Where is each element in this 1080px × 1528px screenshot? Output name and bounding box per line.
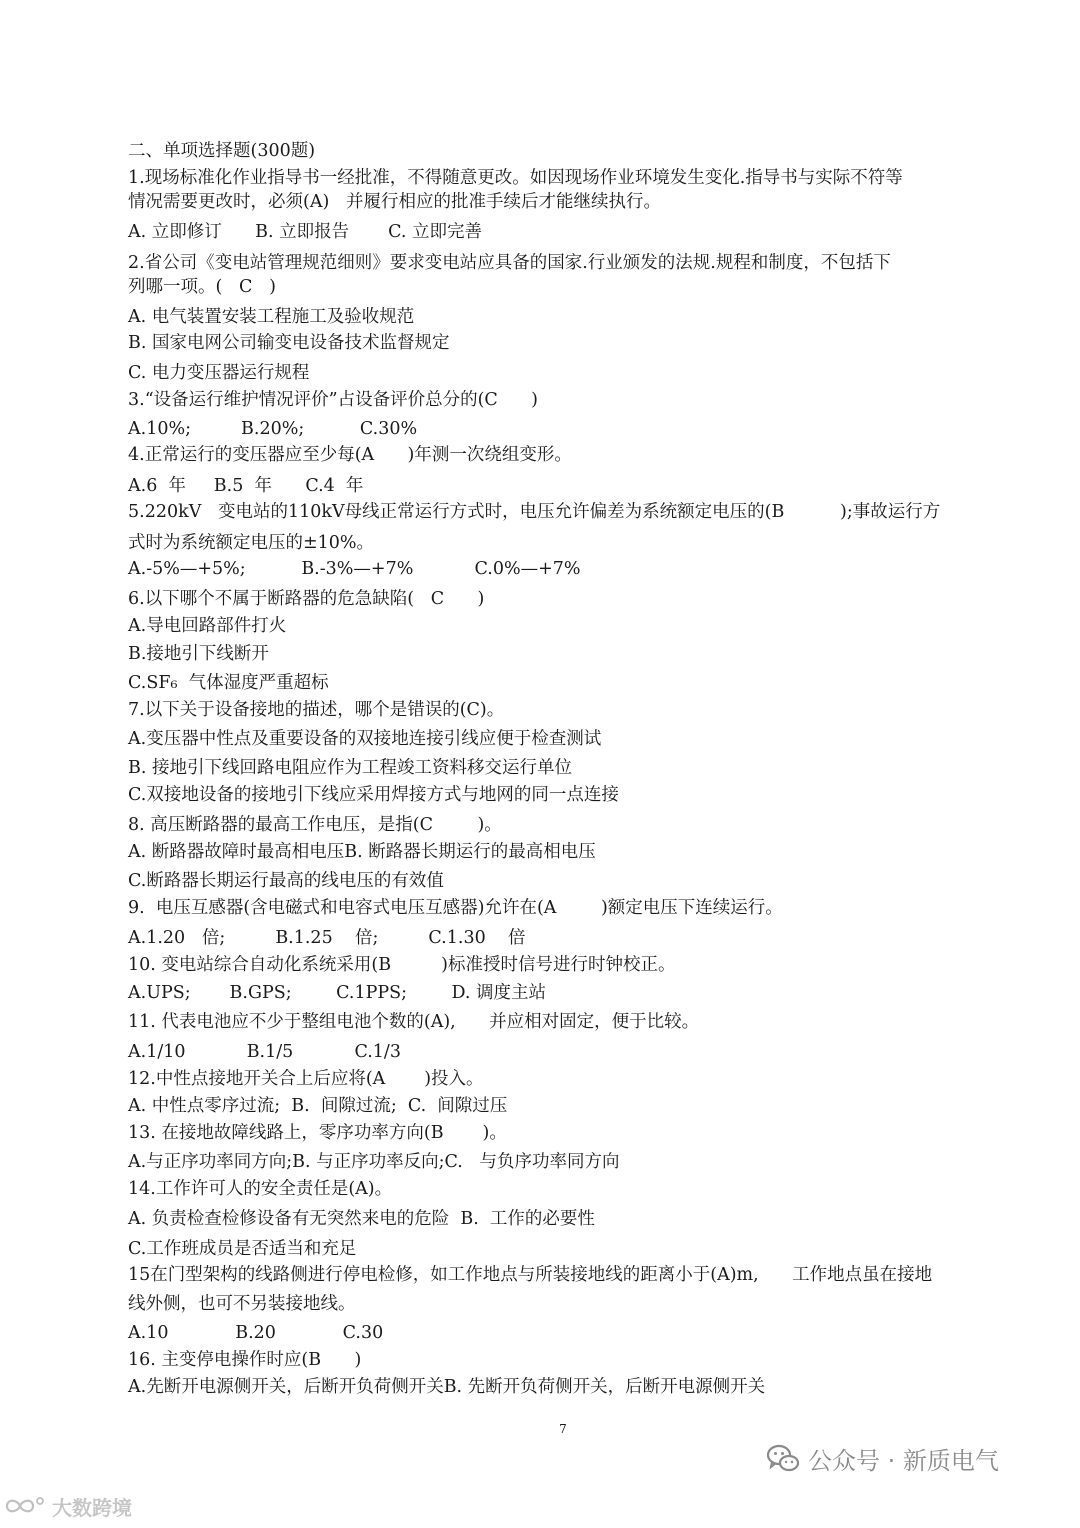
question-6-option-a: A.导电回路部件打火 [128,616,287,636]
question-6-option-b: B.接地引下线断开 [128,644,269,664]
question-7-text: 7.以下关于设备接地的描述，哪个是错误的(C)。 [128,700,505,720]
question-5-options: A.-5%—+5%; B.-3%—+7% C.0%—+7% [128,559,581,579]
question-15-options: A.10 B.20 C.30 [128,1323,384,1343]
question-7-option-a: A.变压器中性点及重要设备的双接地连接引线应便于检查测试 [128,729,602,749]
question-2-text-cont: 列哪一项。( C ) [128,277,276,297]
question-11-options: A.1/10 B.1/5 C.1/3 [128,1042,401,1062]
question-3-text: 3.“设备运行维护情况评价”占设备评价总分的(C ) [128,390,539,410]
question-11-text: 11. 代表电池应不少于整组电池个数的(A), 并应相对固定，便于比较。 [128,1012,700,1032]
question-2-option-b: B. 国家电网公司输变电设备技术监督规定 [128,333,450,353]
brand-watermark-text: 大数跨境 [52,1495,132,1520]
question-2-text: 2.省公司《变电站管理规范细则》要求变电站应具备的国家.行业颁发的法规.规程和制度，不包括下 [128,253,891,273]
question-8-option-c: C.断路器长期运行最高的线电压的有效值 [128,871,444,891]
question-8-text: 8. 高压断路器的最高工作电压，是指(C )。 [128,815,502,835]
question-13-text: 13. 在接地故障线路上，零序功率方向(B )。 [128,1123,507,1143]
wechat-icon [766,1441,800,1475]
question-8-options-ab: A. 断路器故障时最高相电压B. 断路器长期运行的最高相电压 [128,842,596,862]
brand-logo-icon [4,1495,46,1517]
question-7-option-c: C.双接地设备的接地引下线应采用焊接方式与地网的同一点连接 [128,785,619,805]
question-1-text: 1.现场标准化作业指导书一经批准，不得随意更改。如因现场作业环境发生变化.指导书与实际不符等 [128,168,903,188]
question-6-text: 6.以下哪个不属于断路器的危急缺陷( C ) [128,589,485,609]
question-10-options: A.UPS; B.GPS; C.1PPS; D. 调度主站 [128,983,547,1003]
question-1-text-cont: 情况需要更改时，必须(A) 并履行相应的批准手续后才能继续执行。 [128,192,661,212]
question-3-options: A.10%; B.20%; C.30% [128,419,418,439]
question-14-option-c: C.工作班成员是否适当和充足 [128,1239,357,1259]
question-14-text: 14.工作许可人的安全责任是(A)。 [128,1179,393,1199]
question-16-options-ab: A.先断开电源侧开关，后断开负荷侧开关B. 先断开负荷侧开关，后断开电源侧开关 [128,1377,766,1397]
question-9-options: A.1.20 倍; B.1.25 倍; C.1.30 倍 [128,928,526,948]
question-1-options: A. 立即修订 B. 立即报告 C. 立即完善 [128,222,482,242]
question-4-text: 4.正常运行的变压器应至少每(A )年测一次绕组变形。 [128,445,572,465]
brand-watermark [4,1492,132,1520]
account-watermark-text: 公众号 · 新质电气 [808,1446,999,1475]
page-number: 7 [559,1422,567,1436]
question-14-options-ab: A. 负责检查检修设备有无突然来电的危险 B. 工作的必要性 [128,1209,595,1229]
question-10-text: 10. 变电站综合自动化系统采用(B )标准授时信号进行时钟校正。 [128,955,676,975]
question-4-options: A.6 年 B.5 年 C.4 年 [128,476,364,496]
question-16-text: 16. 主变停电操作时应(B ) [128,1350,362,1370]
account-watermark [766,1438,999,1478]
question-15-text: 15在门型架构的线路侧进行停电检修，如工作地点与所装接地线的距离小于(A)m, 工作地点虽在接地 [128,1265,933,1285]
question-6-option-c: C.SF₆ 气体湿度严重超标 [128,673,329,693]
question-7-option-b: B. 接地引下线回路电阻应作为工程竣工资料移交运行单位 [128,758,572,778]
question-9-text: 9. 电压互感器(含电磁式和电容式电压互感器)允许在(A )额定电压下连续运行。 [128,898,783,918]
question-13-options: A.与正序功率同方向;B. 与正序功率反向;C. 与负序功率同方向 [128,1152,620,1172]
question-12-text: 12.中性点接地开关合上后应将(A )投入。 [128,1069,484,1089]
question-12-options: A. 中性点零序过流; B. 间隙过流; C. 间隙过压 [128,1096,508,1116]
question-2-option-c: C. 电力变压器运行规程 [128,363,310,383]
question-5-text-cont: 式时为系统额定电压的±10%。 [128,533,375,553]
question-15-text-cont: 线外侧，也可不另装接地线。 [128,1294,356,1314]
section-heading: 二、单项选择题(300题) [128,141,316,161]
question-5-text: 5.220kV 变电站的110kV母线正常运行方式时，电压允许偏差为系统额定电压的(B );事故运行方 [128,502,941,522]
question-2-option-a: A. 电气装置安装工程施工及验收规范 [128,307,415,327]
